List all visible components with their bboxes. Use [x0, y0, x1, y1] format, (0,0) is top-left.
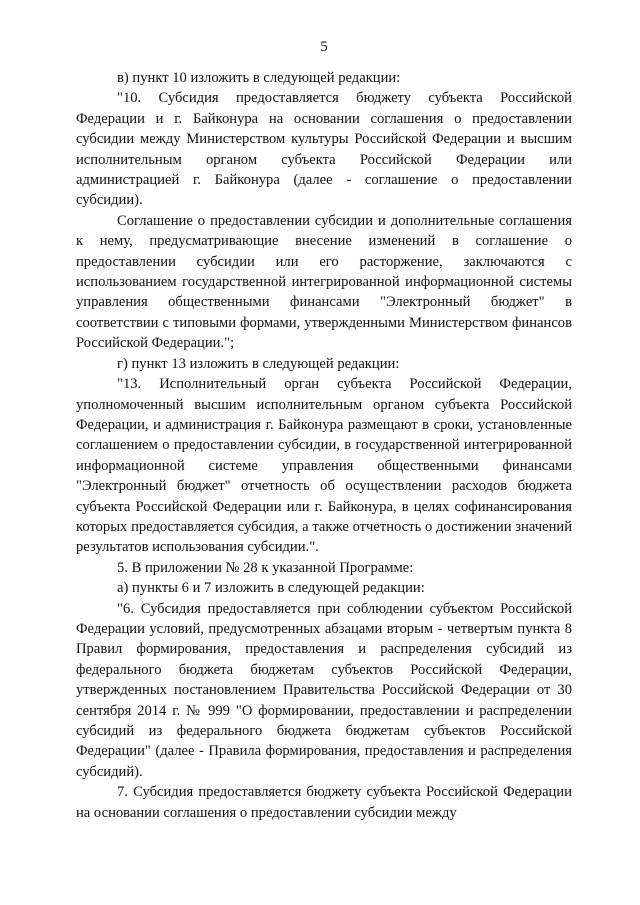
paragraph-clause-10: "10. Субсидия предоставляется бюджету субъекта Российской Федерации и г. Байконура на основании соглашения о предоставлении субсидии между Министерством культуры Российской Федерации и высшим исполнительным органом субъекта Российской Федерации или администрацией г. Байконура (далее - соглашение о предоставлении субсидии). — [76, 90, 572, 209]
paragraph-clause-6: "6. Субсидия предоставляется при соблюдении субъектом Российской Федерации условий, предусмотренных абзацами вторым - четвертым пункта 8 Правил формирования, предоставления и распределения субсидий из федерального бюджета бюджетам субъектов Российской Федерации, утвержденных постановлением Правительства Российской Федерации от 30 сентября 2014 г. № 999 "О формировании, предоставлении и распределении субсидий из федерального бюджета бюджетам субъектов Российской Федерации" (далее - Правила формирования, предоставления и распределения субсидий). — [76, 600, 572, 780]
page-number: 5 — [320, 39, 328, 55]
paragraph-agreement: Соглашение о предоставлении субсидии и дополнительные соглашения к нему, предусматривающие внесение изменений в соглашение о предоставлении субсидии или его расторжение, заключаются с использованием государственной интегрированной информационной системы управления общественными финансами "Электронный бюджет" в соответствии с типовыми формами, утвержденными Министерством финансов Российской Федерации."; — [76, 212, 572, 352]
paragraph-item-v: в) пункт 10 изложить в следующей редакции: — [117, 70, 401, 86]
paragraph-appendix-28: 5. В приложении № 28 к указанной Программе: — [117, 559, 414, 576]
paragraph-item-a: а) пункты 6 и 7 изложить в следующей редакции: — [117, 580, 425, 597]
paragraph-item-g: г) пункт 13 изложить в следующей редакции: — [117, 355, 400, 372]
paragraph-clause-13: "13. Исполнительный орган субъекта Российской Федерации, уполномоченный высшим исполнительным органом субъекта Российской Федерации, и администрация г. Байконура размещают в сроки, установленные соглашением о предоставлении субсидии, в государственной интегрированной информационной системе управления общественными финансами "Электронный бюджет" отчетность об осуществлении расходов бюджета субъекта Российской Федерации или г. Байконура, в целях софинансирования которых предоставляется субсидия, а также отчетность о достижении значений результатов использования субсидии.". — [76, 376, 572, 556]
paragraph-clause-7: 7. Субсидия предоставляется бюджету субъекта Российской Федерации на основании соглашения о предоставлении субсидии между — [76, 784, 572, 821]
